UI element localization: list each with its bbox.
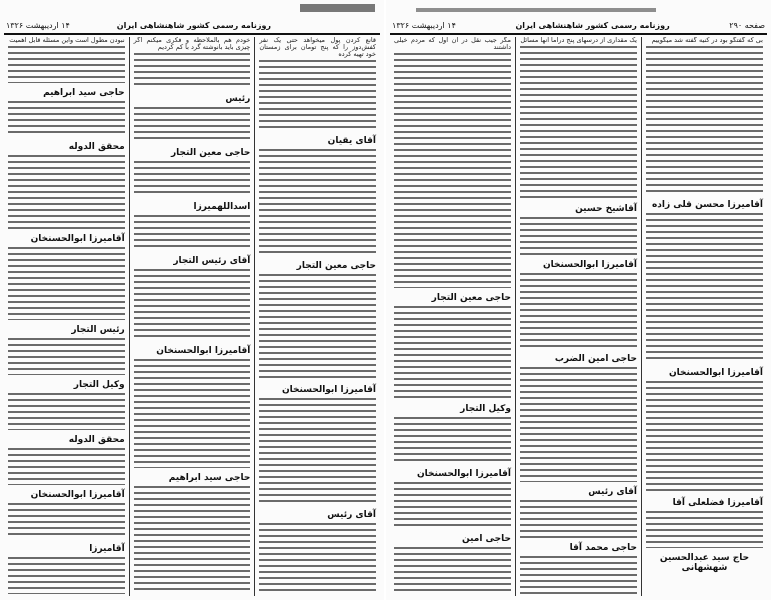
- speaker-heading: محقق الدوله: [68, 434, 125, 445]
- text-block: [646, 46, 763, 195]
- text-block: [259, 274, 376, 381]
- header-rule: [390, 33, 767, 35]
- speaker-heading: آقامیرزا: [89, 544, 125, 555]
- speaker-heading: آقای رئیس التجار: [173, 256, 251, 267]
- speaker-heading: رئیس التجار: [71, 325, 125, 336]
- speaker-heading: اسداللهمیرزا: [193, 202, 251, 213]
- column: [129, 37, 255, 596]
- newspaper-title: روزنامه رسمی کشور شاهنشاهی ایران: [116, 20, 272, 30]
- speaker-heading: وکیل التجار: [73, 380, 125, 391]
- left-page: [0, 0, 384, 600]
- right-page: [386, 0, 771, 600]
- text-block: [134, 107, 251, 143]
- scan-smudge: [416, 8, 656, 12]
- text-block: [134, 486, 251, 594]
- signature-line: حاج سید عبدالحسین شهشهانی: [659, 552, 750, 573]
- text-block: [8, 503, 125, 540]
- scan-smudge: [300, 4, 375, 12]
- speaker-heading: آقامیرزا ابوالحسنخان: [30, 233, 125, 244]
- speaker-heading: رئیس: [225, 94, 251, 105]
- speaker-heading: وکیل التجار: [460, 404, 511, 415]
- text-block: [259, 60, 376, 131]
- text-block: [8, 393, 125, 430]
- text-block: [394, 547, 511, 594]
- newspaper-title: روزنامه رسمی کشور شاهنشاهی ایران: [515, 20, 670, 30]
- text-block: [259, 398, 376, 505]
- speaker-heading: حاجی محمد آقا: [569, 542, 637, 553]
- column: [641, 37, 767, 596]
- column-text: خودم هم بالملاحظه و فکری میکنم اگر چیزی باید بانوشته گرد با کم کردیم: [133, 37, 251, 51]
- text-block: [520, 46, 637, 199]
- issue-date: ۱۴ اردیبهشت ۱۳۲۶: [6, 20, 70, 30]
- right-page-header: [392, 18, 765, 32]
- text-block: [520, 500, 637, 538]
- column: [254, 37, 380, 596]
- column-text: مگر جیب نقل در آن اول که مردم خیلی داشتند: [394, 37, 511, 51]
- column: [4, 37, 129, 596]
- speaker-heading: آقامیرزا ابوالحسنخان: [542, 259, 637, 270]
- text-block: [520, 273, 637, 349]
- text-block: [8, 101, 125, 138]
- speaker-heading: آقامیرزا ابوالحسنخان: [281, 385, 376, 396]
- text-block: [394, 53, 511, 288]
- text-block: [646, 511, 763, 548]
- speaker-heading: آقای رئیس: [588, 486, 637, 497]
- text-block: [134, 215, 251, 251]
- speaker-heading: آقای رئیس: [327, 509, 376, 520]
- text-block: [134, 359, 251, 467]
- text-block: [394, 306, 511, 400]
- column-text: قانع کردن پول میخواهد حتی یک نفر کفش‌دوز را که پنج تومان برای زمستان خود تهیه کرده: [259, 37, 376, 58]
- column-text: یک مقداری از درسهای پنج دراما آنها مسائل: [520, 37, 637, 44]
- text-block: [646, 381, 763, 493]
- text-block: [259, 523, 376, 594]
- header-rule: [4, 33, 380, 35]
- issue-date: ۱۴ اردیبهشت ۱۳۲۶: [392, 20, 456, 30]
- speaker-heading: آقامیرزا ابوالحسنخان: [30, 489, 125, 500]
- speaker-heading: حاجی امین الضرب: [554, 354, 637, 365]
- speaker-heading: آقای یقیان: [327, 136, 376, 147]
- column: [515, 37, 641, 596]
- column: [390, 37, 515, 596]
- text-block: [520, 217, 637, 255]
- text-block: [394, 417, 511, 464]
- speaker-heading: آقامیرزا فضلعلی آقا: [672, 497, 763, 508]
- text-block: [8, 46, 125, 83]
- column-text: بی که گفتگو بود در کنیه گفته شد میگوییم: [651, 37, 763, 44]
- speaker-heading: آقامیرزا ابوالحسنخان: [156, 346, 251, 357]
- speaker-heading: آقامیرزا محسن قلی زاده: [651, 200, 763, 211]
- text-block: [646, 213, 763, 362]
- speaker-heading: حاجی معین التجار: [431, 292, 511, 303]
- text-block: [8, 338, 125, 375]
- speaker-heading: محقق الدوله: [68, 142, 125, 153]
- right-page-columns: [390, 37, 767, 596]
- speaker-heading: حاجی سید ابراهیم: [168, 472, 251, 483]
- text-block: [8, 247, 125, 320]
- left-page-header: [6, 18, 378, 32]
- text-block: [8, 448, 125, 485]
- left-page-columns: [4, 37, 380, 596]
- page-number: صفحه ۲۹۰: [729, 20, 765, 30]
- text-block: [520, 556, 637, 594]
- text-block: [394, 482, 511, 529]
- speaker-heading: حاجی معین التجار: [296, 260, 376, 271]
- speaker-heading: حاجی سید ابراهیم: [43, 87, 125, 98]
- speaker-heading: آقامیرزا ابوالحسنخان: [416, 469, 511, 480]
- speaker-heading: حاجی معین التجار: [170, 148, 251, 159]
- text-block: [8, 557, 125, 594]
- speaker-heading: آقامیرزا ابوالحسنخان: [668, 367, 763, 378]
- text-block: [259, 149, 376, 256]
- text-block: [134, 161, 251, 197]
- speaker-heading: حاجی امین: [461, 534, 511, 545]
- text-block: [134, 53, 251, 89]
- text-block: [8, 155, 125, 228]
- column-text: نبودن مطول است واین مسئله قابل اهمیت: [9, 37, 125, 44]
- speaker-heading: آقاشیخ حسین: [575, 203, 637, 214]
- text-block: [520, 367, 637, 482]
- text-block: [134, 269, 251, 341]
